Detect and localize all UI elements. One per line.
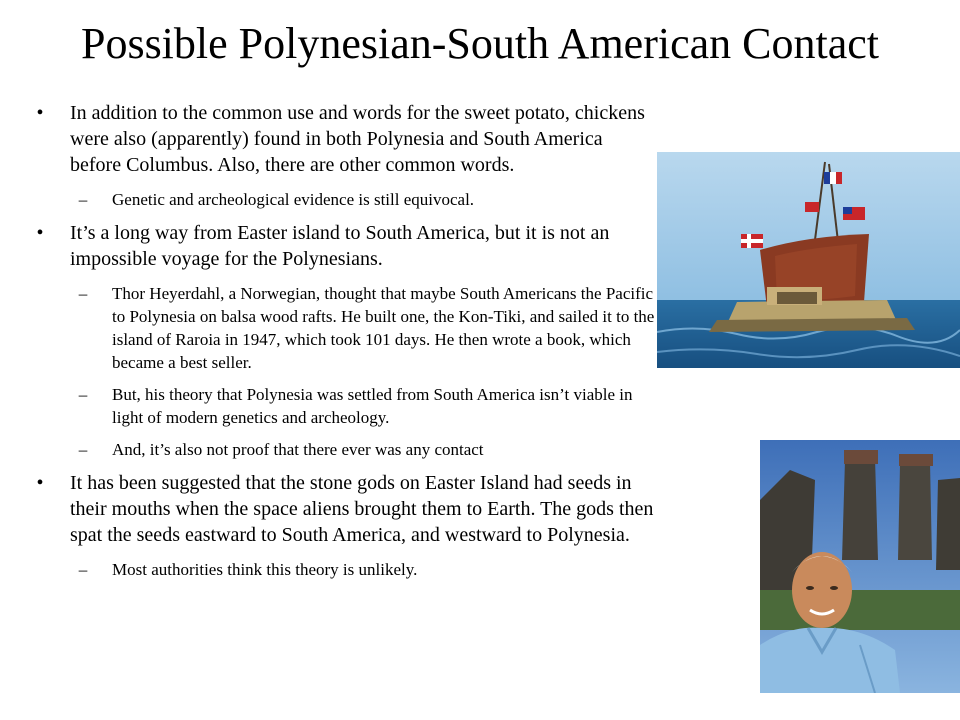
flag-small [805,202,819,212]
bullet-item [30,220,655,272]
sub-bullet-marker: – [78,440,88,459]
bullet-list [30,100,655,590]
bullet-text: In addition to the common use and words for the sweet potato, chickens were also (apparently) found in both Polynesia and South America before Columbus. Also, there are other common words. [70,102,645,176]
slide-title: Possible Polynesian-South American Contact [80,19,880,68]
sub-bullet-text: But, his theory that Polynesia was settled from South America isn’t viable in light of modern genetics and archeology. [112,385,633,427]
bullet-marker: • [36,472,44,494]
kon-tiki-raft-photo [657,152,960,368]
bullet-item [30,100,655,178]
sub-bullet-text: Most authorities think this theory is unlikely. [112,560,418,579]
sub-bullet-item [30,383,655,429]
bullet-marker: • [36,222,44,244]
moai-statue [936,478,960,570]
bullet-text: It has been suggested that the stone gods on Easter Island had seeds in their mouths when the space aliens brought them to Earth. The gods then spat the seeds eastward to South America, and westward to Polynesia. [70,472,654,546]
sub-bullet-marker: – [78,385,88,404]
sub-bullet-text: Thor Heyerdahl, a Norwegian, thought that maybe South Americans the Pacific to Polynesia on balsa wood rafts. He built one, the Kon-Tiki, and sailed it to the island of Raroia in 1947, which took 101 days. He then wrote a book, which became a best seller. [112,284,655,372]
sub-bullet-item [30,438,655,461]
sub-bullet-marker: – [78,284,88,303]
bullet-text: It’s a long way from Easter island to South America, but it is not an impossible voyage for the Polynesians. [70,222,610,270]
sub-bullet-item [30,558,655,581]
bullet-item [30,470,655,548]
bullet-marker: • [36,102,44,124]
heyerdahl-portrait-photo [760,440,960,693]
sub-bullet-item [30,188,655,211]
moai-statue [842,458,878,560]
moai-statue [898,462,932,560]
sub-bullet-item [30,282,655,374]
sub-bullet-marker: – [78,190,88,209]
sub-bullet-text: Genetic and archeological evidence is still equivocal. [112,190,475,209]
sub-bullet-marker: – [78,560,88,579]
sub-bullet-text: And, it’s also not proof that there ever was any contact [112,440,484,459]
portrait-face [792,552,852,628]
